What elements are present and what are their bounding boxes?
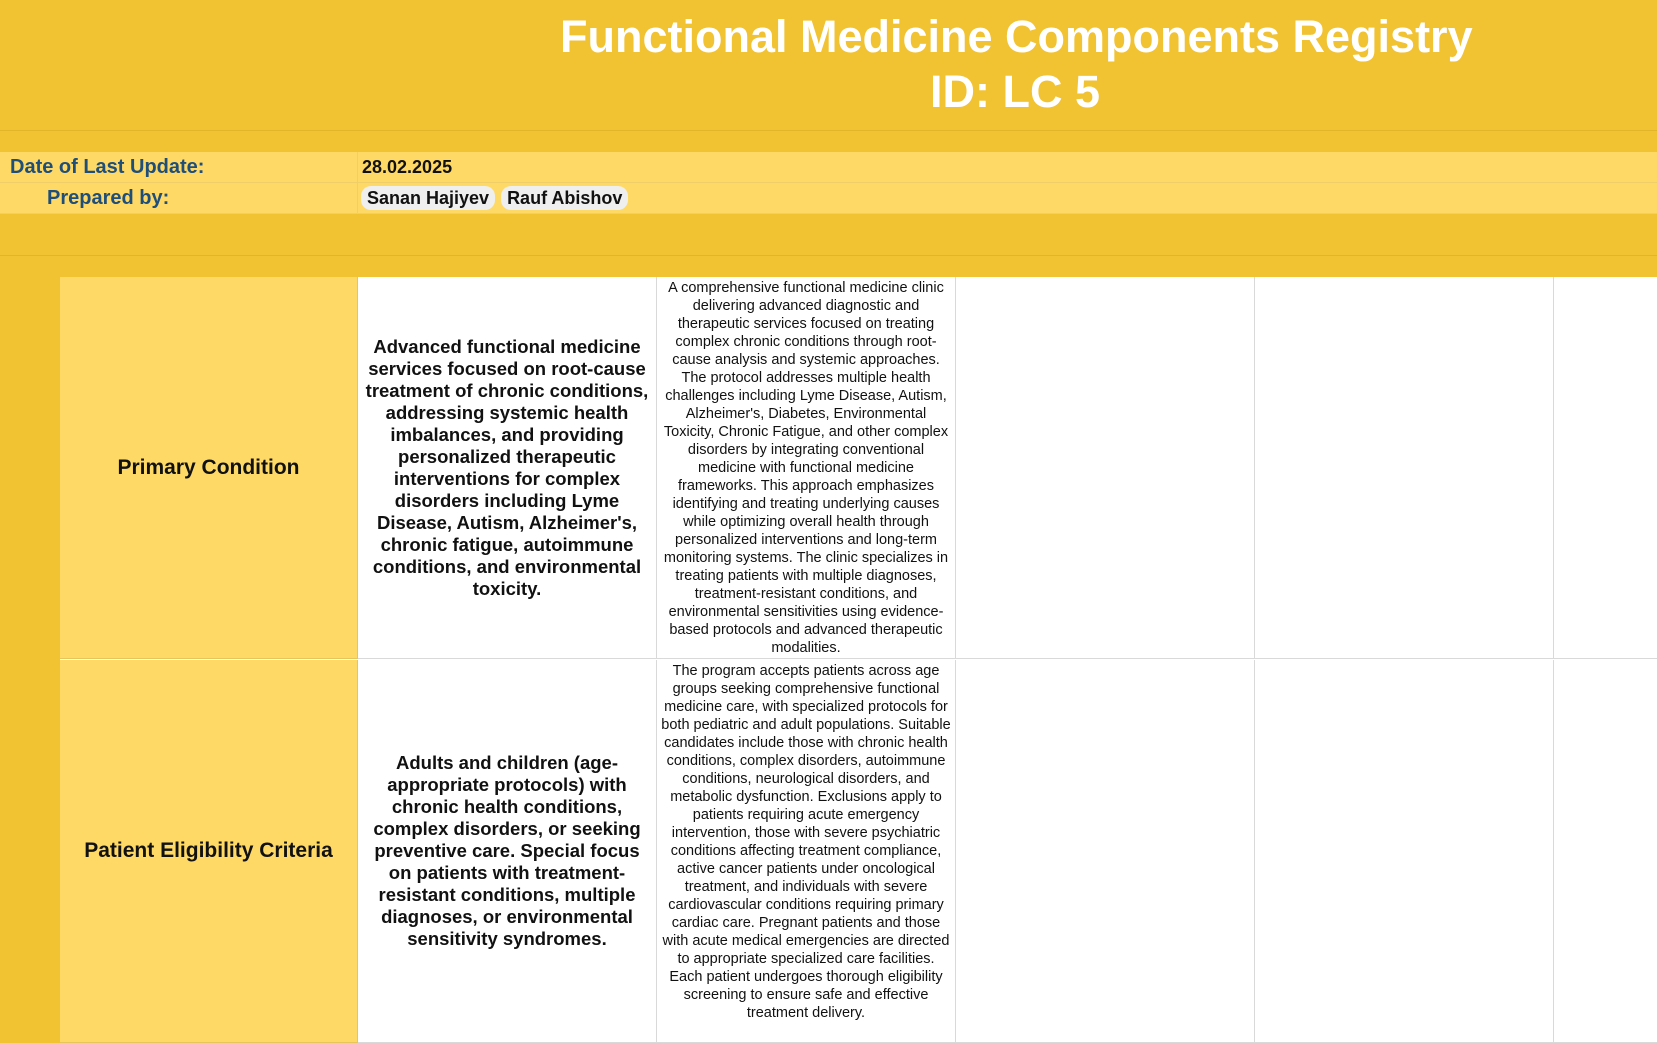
description-text: The program accepts patients across age groups seeking comprehensive functional medicine care, with specialized protocols for both pediatric and adult populations. Suitable candidates include those with chronic health conditions, complex disorders, autoimmune conditions, neurological disorders, and metabolic dysfunction. Exclusions apply to patients requiring acute emergency intervention, those with severe psychiatric conditions affecting treatment compliance, active cancer patients under oncological treatment, and individuals with severe cardiovascular conditions requiring primary cardiac care. Pregnant patients and those with acute medical emergencies are directed to appropriate specialized care facilities. Each patient undergoes thorough eligibility screening to ensure safe and effective treatment delivery.: [661, 663, 951, 1021]
registry-title: Functional Medicine Components Registry: [560, 11, 1473, 62]
section-spacer-band: [0, 214, 1657, 256]
last-update-label: Date of Last Update:: [10, 156, 205, 178]
empty-cell[interactable]: [956, 277, 1255, 659]
last-update-row: [0, 152, 1657, 183]
person-chip[interactable]: Sanan Hajiyev: [361, 186, 495, 210]
cell-divider: [357, 183, 358, 213]
prepared-by-row: [0, 183, 1657, 214]
registry-header: [0, 0, 1657, 130]
row-label-cell[interactable]: [60, 660, 358, 1043]
summary-cell[interactable]: [358, 660, 657, 1043]
section-spacer-band-thin: [0, 256, 1657, 278]
prepared-by-label: Prepared by:: [47, 187, 170, 209]
registry-id: ID: LC 5: [930, 66, 1101, 117]
registry-row-primary-condition: [60, 277, 1657, 659]
empty-cell[interactable]: [1255, 277, 1554, 659]
preparer-chips: [361, 186, 628, 210]
left-margin-strip: [0, 277, 60, 1043]
row-label: Patient Eligibility Criteria: [84, 839, 333, 862]
empty-cell[interactable]: [956, 660, 1255, 1043]
person-chip[interactable]: Rauf Abishov: [501, 186, 628, 210]
row-label: Primary Condition: [117, 455, 300, 479]
description-cell[interactable]: [657, 277, 956, 659]
summary-text: Advanced functional medicine services focused on root-cause treatment of chronic conditions, addressing systemic health imbalances, and providing personalized therapeutic interventions for complex disorders including Lyme Disease, Autism, Alzheimer's, chronic fatigue, autoimmune conditions, and environmental toxicity.: [365, 335, 649, 599]
registry-row-patient-eligibility: [60, 660, 1657, 1043]
header-spacer-band: [0, 130, 1657, 152]
cell-divider: [357, 152, 358, 182]
summary-cell[interactable]: [358, 277, 657, 659]
empty-cell[interactable]: [1255, 660, 1554, 1043]
summary-text: Adults and children (age-appropriate protocols) with chronic health conditions, complex disorders, or seeking preventive care. Special focus on patients with treatment-resistant conditions, multiple diagnoses, or environmental sensitivity syndromes.: [373, 752, 641, 949]
row-label-cell[interactable]: [60, 277, 358, 659]
description-cell[interactable]: [657, 660, 956, 1043]
description-text: A comprehensive functional medicine clinic delivering advanced diagnostic and therapeutic services focused on treating complex chronic conditions through root-cause analysis and systemic approaches. The protocol addresses multiple health challenges including Lyme Disease, Autism, Alzheimer's, Diabetes, Environmental Toxicity, Chronic Fatigue, and other complex disorders by integrating conventional medicine with functional medicine frameworks. This approach emphasizes identifying and treating underlying causes while optimizing overall health through personalized interventions and long-term monitoring systems. The clinic specializes in treating patients with multiple diagnoses, treatment-resistant conditions, and environmental sensitivities using evidence-based protocols and advanced therapeutic modalities.: [663, 280, 949, 656]
empty-cell[interactable]: [1554, 660, 1657, 1043]
empty-cell[interactable]: [1554, 277, 1657, 659]
last-update-value[interactable]: 28.02.2025: [362, 157, 453, 177]
